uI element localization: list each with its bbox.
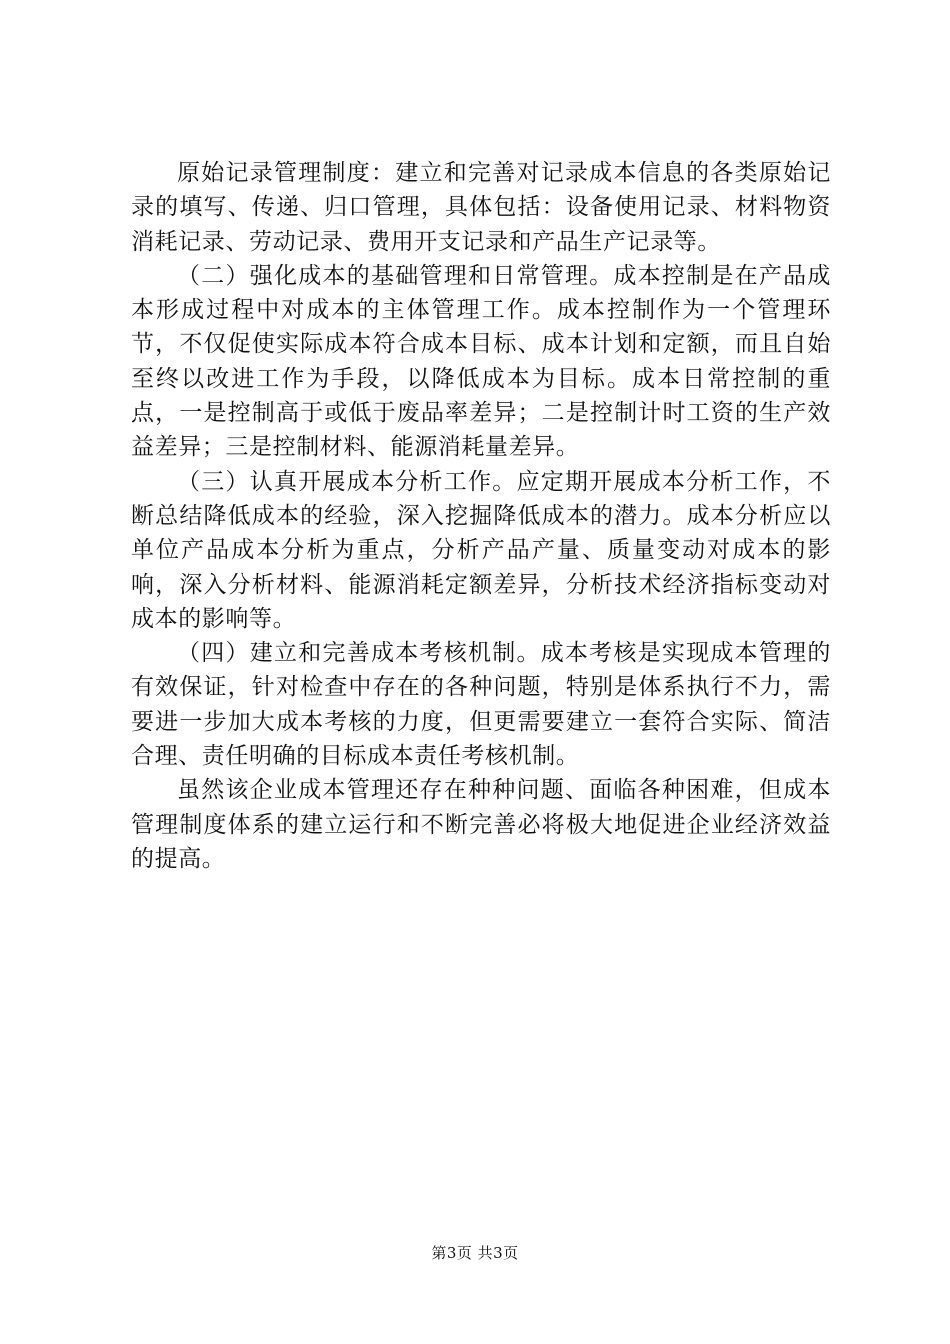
paragraph-conclusion: 虽然该企业成本管理还存在种种问题、面临各种困难，但成本管理制度体系的建立运行和不断完善必将极大地促进企业经济效益的提高。 — [131, 777, 831, 872]
paragraph-section-three: （三）认真开展成本分析工作。应定期开展成本分析工作，不断总结降低成本的经验，深入挖掘降低成本的潜力。成本分析应以单位产品成本分析为重点，分析产品产量、质量变动对成本的影响，深入分析材料、能源消耗定额差异，分析技术经济指标变动对成本的影响等。 — [131, 468, 831, 632]
document-body — [131, 156, 831, 876]
paragraph-original-records: 原始记录管理制度：建立和完善对记录成本信息的各类原始记录的填写、传递、归口管理，具体包括：设备使用记录、材料物资消耗记录、劳动记录、费用开支记录和产品生产记录等。 — [131, 160, 831, 255]
page-number-footer: 第3页 共3页 — [431, 1244, 519, 1262]
paragraph-section-four: （四）建立和完善成本考核机制。成本考核是实现成本管理的有效保证，针对检查中存在的各种问题，特别是体系执行不力，需要进一步加大成本考核的力度，但更需要建立一套符合实际、简洁合理、责任明确的目标成本责任考核机制。 — [131, 640, 831, 770]
paragraph-section-two: （二）强化成本的基础管理和日常管理。成本控制是在产品成本形成过程中对成本的主体管理工作。成本控制作为一个管理环节，不仅促使实际成本符合成本目标、成本计划和定额，而且自始至终以改进工作为手段，以降低成本为目标。成本日常控制的重点，一是控制高于或低于废品率差异；二是控制计时工资的生产效益差异；三是控制材料、能源消耗量差异。 — [131, 262, 831, 461]
